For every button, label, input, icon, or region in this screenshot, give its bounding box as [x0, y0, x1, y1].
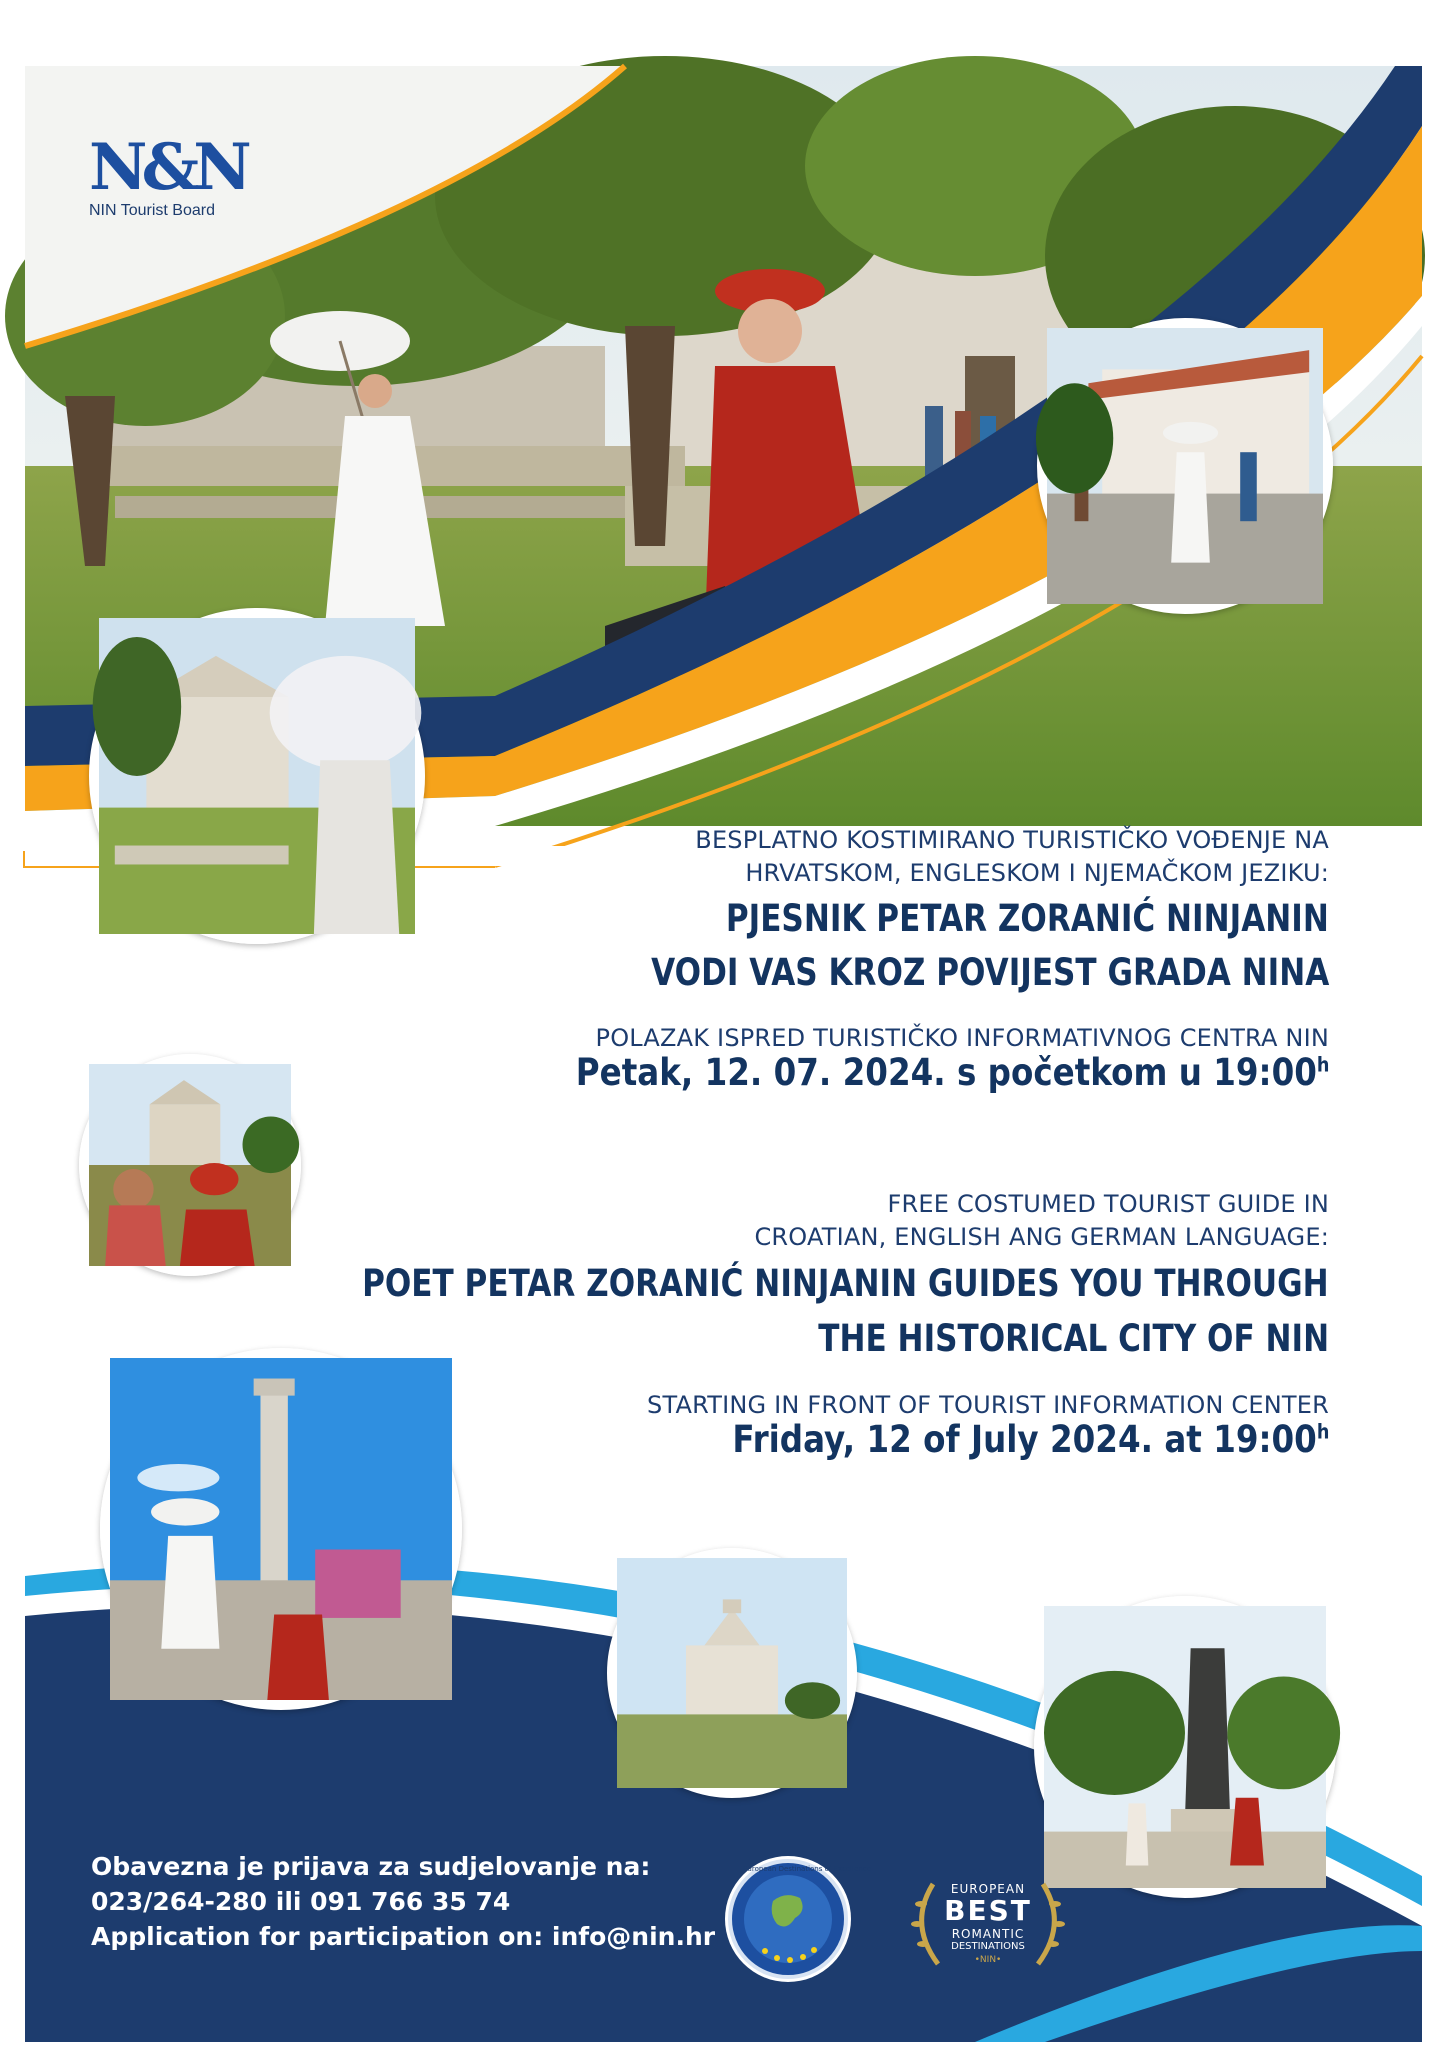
- eden-text: European Destinations of Excellence: [743, 1865, 871, 1873]
- logo-caption: NIN Tourist Board: [89, 202, 215, 219]
- best-line2: BEST: [944, 1894, 1032, 1927]
- en-meeting-point: STARTING IN FRONT OF TOURIST INFORMATION CENTER: [647, 1391, 1329, 1419]
- hr-title-line1: PJESNIK PETAR ZORANIĆ NINJANIN: [726, 897, 1329, 940]
- hr-meeting-point: POLAZAK ISPRED TURISTIČKO INFORMATIVNOG CENTRA NIN: [595, 1024, 1329, 1052]
- best-destinations-badge: [903, 1874, 1073, 1974]
- eden-globe-icon: [725, 1856, 871, 1982]
- en-title-line2: THE HISTORICAL CITY OF NIN: [818, 1317, 1329, 1360]
- photo-circle-church-lace: [89, 608, 425, 944]
- hr-intro-line2: HRVATSKOM, ENGLESKOM I NJEMAČKOM JEZIKU:: [745, 859, 1329, 887]
- logo-ampersand: [135, 148, 171, 196]
- photo-circle-guides: [79, 1054, 301, 1276]
- registration-line1: Obavezna je prijava za sudjelovanje na:: [91, 1852, 651, 1881]
- hr-date-time: Petak, 12. 07. 2024. s početkom u 19:00$^h$: [575, 1051, 1329, 1094]
- photo-circle-holy-cross: [607, 1548, 857, 1798]
- registration-line2: 023/264-280 ili 091 766 35 74: [91, 1887, 511, 1916]
- best-line4: DESTINATIONS: [951, 1941, 1025, 1952]
- photo-circle-street: [1037, 318, 1333, 614]
- en-date-time: Friday, 12 of July 2024. at 19:00$^h$: [732, 1418, 1329, 1461]
- logo-mark: N&N: [89, 130, 246, 205]
- best-line1: EUROPEAN: [950, 1882, 1026, 1896]
- en-intro-line2: CROATIAN, ENGLISH ANG GERMAN LANGUAGE:: [754, 1223, 1329, 1251]
- eden-badge: [725, 1856, 871, 1982]
- photo-circle-column: [100, 1348, 462, 1710]
- poster: [25, 66, 1422, 2042]
- en-intro-line1: FREE COSTUMED TOURIST GUIDE IN: [887, 1190, 1329, 1218]
- best-line5: •NIN•: [974, 1955, 1002, 1965]
- photo-circle-statue: [1034, 1596, 1336, 1898]
- registration-line3: Application for participation on: info@nin.hr: [91, 1922, 716, 1951]
- best-line3: ROMANTIC: [951, 1927, 1025, 1941]
- hr-intro-line1: BESPLATNO KOSTIMIRANO TURISTIČKO VOĐENJE NA: [695, 826, 1329, 854]
- en-title-line1: POET PETAR ZORANIĆ NINJANIN GUIDES YOU THROUGH: [362, 1262, 1329, 1305]
- hr-title-line2: VODI VAS KROZ POVIJEST GRADA NINA: [650, 951, 1329, 994]
